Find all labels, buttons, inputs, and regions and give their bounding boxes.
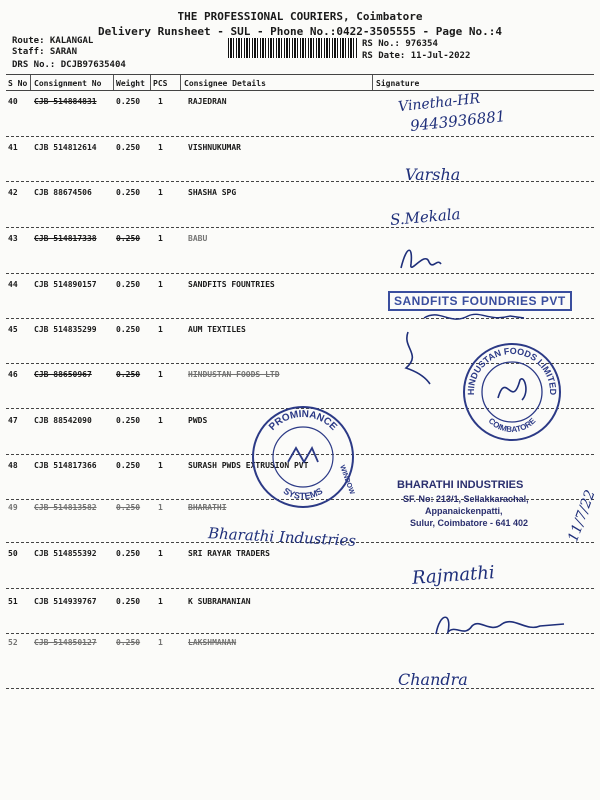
row-sno: 48 bbox=[8, 461, 18, 470]
signature-49: Bharathi Industries bbox=[207, 524, 357, 550]
row-weight: 0.250 bbox=[116, 97, 141, 106]
rs-date: RS Date: 11-Jul-2022 bbox=[362, 51, 471, 61]
row-pcs: 1 bbox=[158, 143, 163, 152]
row-weight: 0.250 bbox=[116, 597, 141, 606]
row-consignment: CJB 514890157 bbox=[34, 280, 97, 289]
row-weight: 0.250 bbox=[116, 503, 141, 512]
row-pcs: 1 bbox=[158, 416, 163, 425]
col-sno: S No bbox=[8, 79, 28, 88]
col-divider bbox=[372, 75, 373, 90]
row-sno: 41 bbox=[8, 143, 18, 152]
row-pcs: 1 bbox=[158, 234, 163, 243]
signature-42: S.Mekala bbox=[389, 204, 462, 230]
row-pcs: 1 bbox=[158, 597, 163, 606]
row-pcs: 1 bbox=[158, 503, 163, 512]
svg-text:HINDUSTAN FOODS LIMITED bbox=[466, 346, 558, 396]
col-consignee: Consignee Details bbox=[184, 79, 266, 88]
row-pcs: 1 bbox=[158, 280, 163, 289]
row-consignee: SHASHA SPG bbox=[188, 188, 237, 197]
prominance-stamp bbox=[248, 402, 358, 512]
row-pcs: 1 bbox=[158, 549, 163, 558]
row-consignment: CJB 514884831 bbox=[34, 97, 97, 106]
signature-43-scribble bbox=[395, 240, 445, 280]
row-consignee: LAKSHMANAN bbox=[188, 638, 237, 647]
row-consignment: CJB 514855392 bbox=[34, 549, 97, 558]
row-weight: 0.250 bbox=[116, 188, 141, 197]
col-signature: Signature bbox=[376, 79, 420, 88]
route-label: Route: KALANGAL bbox=[12, 36, 94, 46]
row-sno: 45 bbox=[8, 325, 18, 334]
row-sno: 47 bbox=[8, 416, 18, 425]
barcode bbox=[228, 38, 358, 58]
row-consignment: CJB 514939767 bbox=[34, 597, 97, 606]
row-consignment: CJB 514850127 bbox=[34, 638, 97, 647]
row-separator bbox=[6, 227, 594, 228]
date-note: 11/7/22 bbox=[565, 487, 599, 545]
row-sno: 40 bbox=[8, 97, 18, 106]
row-sno: 43 bbox=[8, 234, 18, 243]
row-pcs: 1 bbox=[158, 461, 163, 470]
row-consignee: K SUBRAMANIAN bbox=[188, 597, 251, 606]
signature-44-scribble bbox=[420, 306, 530, 328]
row-weight: 0.250 bbox=[116, 370, 141, 379]
bharathi-stamp-addr2: Appanaickenpatti, bbox=[425, 506, 503, 516]
row-consignment: CJB 88650967 bbox=[34, 370, 92, 379]
row-consignee: SURASH PWDS EXTRUSION PVT bbox=[188, 461, 309, 470]
table-top-border bbox=[6, 74, 594, 75]
row-separator bbox=[6, 181, 594, 182]
col-divider bbox=[180, 75, 181, 90]
signature-41: Varsha bbox=[405, 165, 461, 184]
prominance-stamp-side: WINDOW bbox=[338, 464, 356, 496]
row-sno: 44 bbox=[8, 280, 18, 289]
svg-text:PROMINANCE bbox=[267, 409, 339, 433]
row-sno: 49 bbox=[8, 503, 18, 512]
row-separator bbox=[6, 688, 594, 689]
row-separator bbox=[6, 136, 594, 137]
col-pcs: PCS bbox=[153, 79, 168, 88]
row-consignee: BHARATHI bbox=[188, 503, 227, 512]
svg-text:SYSTEMS bbox=[282, 486, 325, 501]
svg-text:COIMBATORE bbox=[487, 416, 538, 434]
signature-52: Chandra bbox=[398, 670, 468, 689]
bharathi-stamp-name: BHARATHI INDUSTRIES bbox=[397, 479, 524, 491]
row-consignee: BABU bbox=[188, 234, 208, 243]
row-weight: 0.250 bbox=[116, 549, 141, 558]
row-consignee: SRI RAYAR TRADERS bbox=[188, 549, 270, 558]
col-divider bbox=[30, 75, 31, 90]
row-consignment: CJB 514812614 bbox=[34, 143, 97, 152]
row-consignee: SANDFITS FOUNTRIES bbox=[188, 280, 275, 289]
row-pcs: 1 bbox=[158, 325, 163, 334]
row-separator bbox=[6, 273, 594, 274]
sandfits-stamp: SANDFITS FOUNDRIES PVT bbox=[388, 291, 572, 311]
row-sno: 42 bbox=[8, 188, 18, 197]
row-sno: 46 bbox=[8, 370, 18, 379]
row-pcs: 1 bbox=[158, 97, 163, 106]
row-consignee: PWDS bbox=[188, 416, 208, 425]
row-consignment: CJB 514817366 bbox=[34, 461, 97, 470]
row-consignment: CJB 514813582 bbox=[34, 503, 97, 512]
row-weight: 0.250 bbox=[116, 234, 141, 243]
hindustan-foods-stamp bbox=[460, 340, 564, 444]
row-consignment: CJB 88542090 bbox=[34, 416, 92, 425]
row-pcs: 1 bbox=[158, 370, 163, 379]
row-consignee: VISHNUKUMAR bbox=[188, 143, 241, 152]
row-weight: 0.250 bbox=[116, 143, 141, 152]
staff-label: Staff: SARAN bbox=[12, 47, 78, 57]
runsheet-subtitle: Delivery Runsheet - SUL - Phone No.:0422-3505555 - Page No.:4 bbox=[98, 25, 502, 38]
row-consignment: CJB 88674506 bbox=[34, 188, 92, 197]
row-sno: 52 bbox=[8, 638, 18, 647]
col-consignment: Consignment No bbox=[34, 79, 102, 88]
signature-51-scribble bbox=[430, 604, 570, 652]
bharathi-stamp-addr3: Sulur, Coimbatore - 641 402 bbox=[410, 518, 529, 528]
hindustan-stamp-top: HINDUSTAN FOODS LIMITED bbox=[465, 345, 559, 396]
runsheet-title: THE PROFESSIONAL COURIERS, Coimbatore bbox=[177, 10, 423, 23]
drs-number: DRS No.: DCJB97635404 bbox=[12, 60, 126, 70]
row-separator bbox=[6, 588, 594, 589]
row-consignee: HINDUSTAN FOODS LTD bbox=[188, 370, 280, 379]
row-consignee: RAJEDRAN bbox=[188, 97, 227, 106]
row-consignee: AUM TEXTILES bbox=[188, 325, 246, 334]
prominance-stamp-top: PROMINANCE bbox=[267, 408, 339, 433]
row-pcs: 1 bbox=[158, 638, 163, 647]
col-weight: Weight bbox=[116, 79, 145, 88]
row-sno: 51 bbox=[8, 597, 18, 606]
signature-40-phone: 9443936881 bbox=[409, 107, 507, 135]
signature-50: Rajmathi bbox=[411, 562, 496, 589]
col-divider bbox=[113, 75, 114, 90]
rs-number: RS No.: 976354 bbox=[362, 39, 438, 49]
row-weight: 0.250 bbox=[116, 461, 141, 470]
signature-45-scribble bbox=[398, 328, 434, 386]
row-weight: 0.250 bbox=[116, 416, 141, 425]
row-sno: 50 bbox=[8, 549, 18, 558]
col-divider bbox=[150, 75, 151, 90]
row-consignment: CJB 514835299 bbox=[34, 325, 97, 334]
row-weight: 0.250 bbox=[116, 325, 141, 334]
row-weight: 0.250 bbox=[116, 280, 141, 289]
prominance-stamp-bottom: SYSTEMS bbox=[281, 485, 325, 502]
signature-40: Vinetha-HR bbox=[397, 90, 481, 116]
row-consignment: CJB 514817338 bbox=[34, 234, 97, 243]
row-pcs: 1 bbox=[158, 188, 163, 197]
hindustan-stamp-bottom: COIMBATORE bbox=[486, 416, 538, 435]
row-weight: 0.250 bbox=[116, 638, 141, 647]
bharathi-stamp-addr1: SF. No: 213/1, Sellakkarachal, bbox=[403, 494, 529, 504]
header-bottom-border bbox=[6, 90, 594, 91]
